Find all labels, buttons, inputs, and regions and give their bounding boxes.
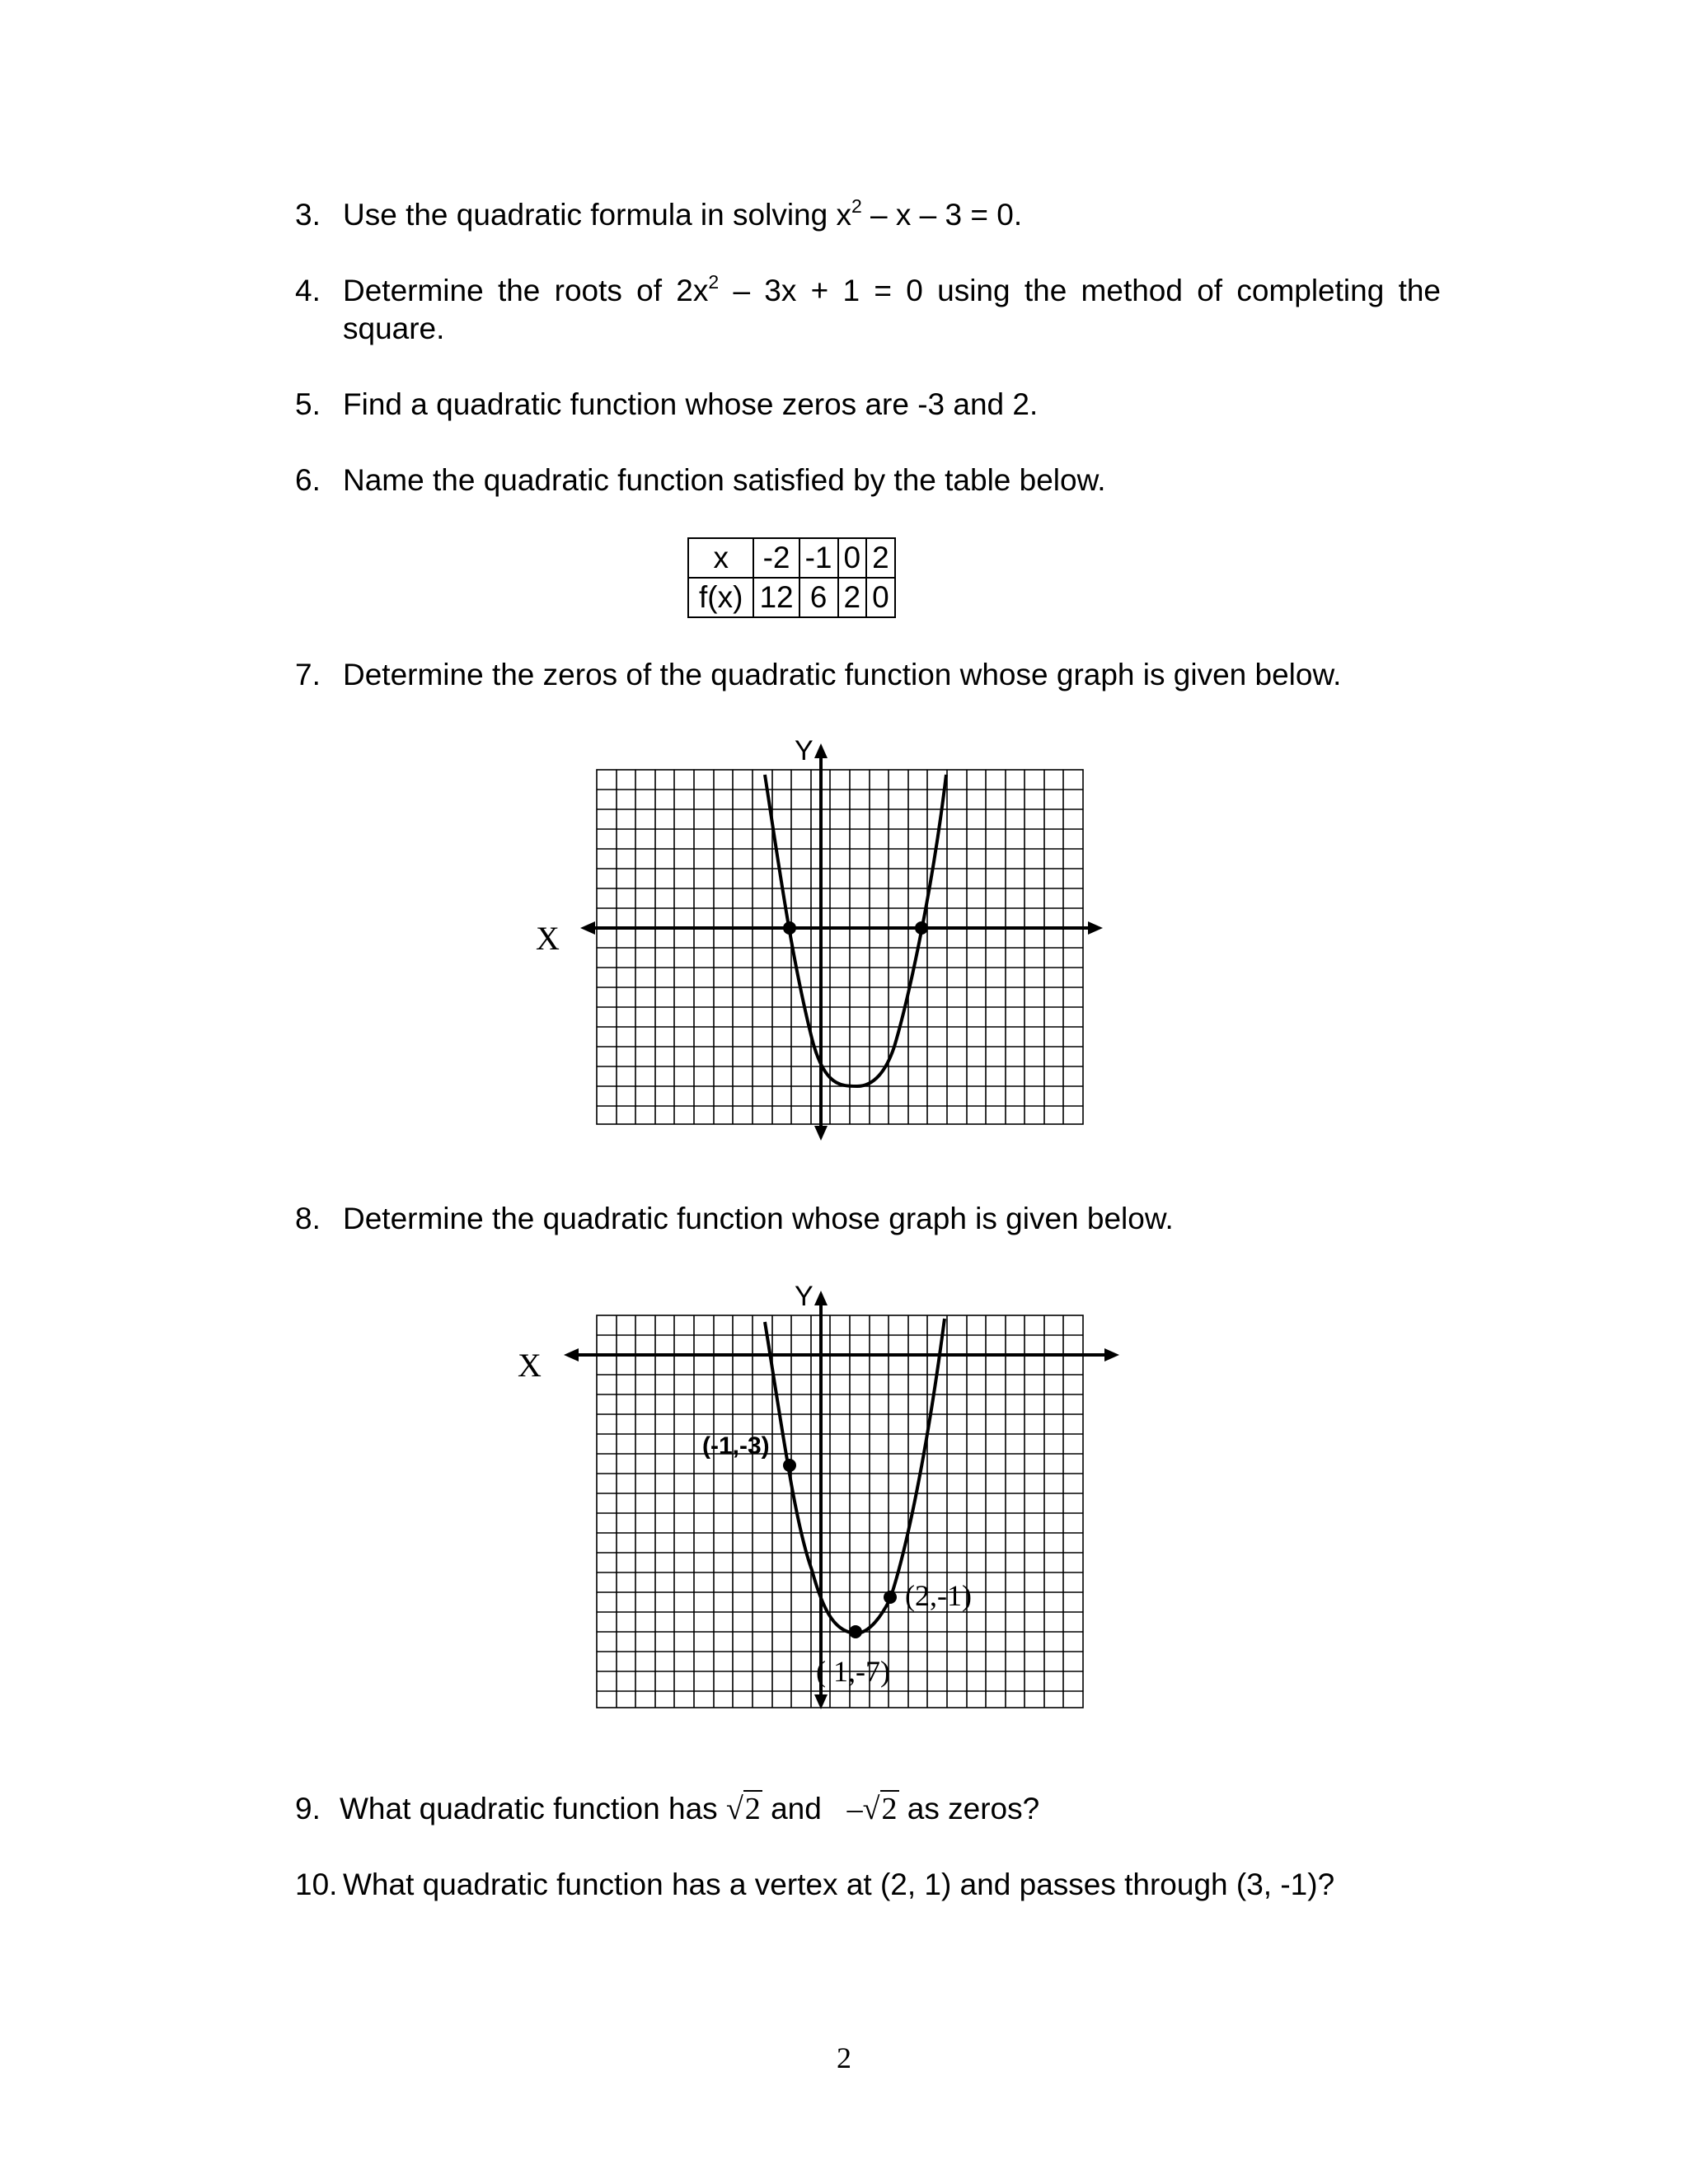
question-8 — [295, 1200, 1441, 1238]
x-axis — [564, 1348, 1119, 1361]
grid — [597, 770, 1083, 1124]
question-9 — [295, 1790, 1441, 1828]
zero-point — [915, 921, 928, 935]
parabola-curve — [765, 775, 946, 1086]
y-axis-label: Y — [795, 1281, 814, 1312]
y-axis — [814, 743, 828, 1141]
table-cell: 2 — [838, 578, 867, 617]
question-4 — [295, 272, 1441, 348]
question-number: 3. — [295, 198, 321, 232]
point-marker — [849, 1625, 862, 1638]
y-axis — [814, 1291, 828, 1709]
table-header-cell: x — [688, 538, 753, 578]
question-text: Name the quadratic function satisfied by the table below. — [343, 463, 1106, 497]
table-row — [688, 578, 895, 617]
question-text: What quadratic function has √2 and –√2 as zeros? — [340, 1792, 1040, 1826]
function-table — [687, 537, 896, 618]
grid — [597, 1315, 1083, 1708]
point-label: (-1,-3) — [702, 1432, 770, 1460]
point-label: ( 1,-7) — [816, 1655, 890, 1688]
table-cell: 2 — [866, 538, 895, 578]
page-number: 2 — [837, 2041, 851, 2074]
zero-point — [783, 921, 796, 935]
radical-sqrt-2: √2 — [725, 1792, 761, 1826]
y-axis-label: Y — [795, 735, 814, 766]
question-text: Determine the roots of $2x^2 - 3x + 1 = 0$ using the method of completing the square. — [343, 271, 1441, 345]
question-number: 7. — [295, 658, 321, 691]
question-number: 5. — [295, 387, 321, 421]
table-cell: 0 — [838, 538, 867, 578]
table-cell: -2 — [753, 538, 799, 578]
question-7 — [295, 656, 1441, 694]
radical-neg-sqrt-2: –√2 — [846, 1792, 898, 1826]
point-marker — [884, 1591, 897, 1604]
question-text: Use the quadratic formula in solving $x^2 - x - 3 = 0$. — [343, 195, 1023, 232]
question-10 — [295, 1866, 1441, 1904]
question-number: 6. — [295, 463, 321, 497]
x-axis-label: X — [536, 920, 560, 957]
table-header-cell: f(x) — [688, 578, 753, 617]
question-number: 4. — [295, 274, 321, 307]
table-cell: 12 — [753, 578, 799, 617]
x-axis-label: X — [518, 1347, 542, 1384]
table-cell: 0 — [866, 578, 895, 617]
table-row — [688, 538, 895, 578]
question-number: 9. — [295, 1792, 321, 1825]
question-number: 10. — [295, 1868, 338, 1901]
x-axis — [580, 921, 1103, 935]
question-6 — [295, 462, 1441, 499]
question-5 — [295, 386, 1441, 424]
question-number: 8. — [295, 1202, 321, 1235]
table-cell: -1 — [799, 538, 838, 578]
question-text: Determine the quadratic function whose graph is given below. — [343, 1202, 1174, 1235]
table-cell: 6 — [799, 578, 838, 617]
question-3 — [295, 196, 1441, 234]
parabola-curve — [765, 1319, 945, 1633]
point-marker — [783, 1459, 796, 1472]
question-text: Find a quadratic function whose zeros are -3 and 2. — [343, 387, 1039, 421]
question-text: Determine the zeros of the quadratic function whose graph is given below. — [343, 658, 1342, 691]
point-label: (2,-1) — [905, 1579, 972, 1612]
question-text: What quadratic function has a vertex at (2, 1) and passes through (3, -1)? — [343, 1868, 1335, 1901]
